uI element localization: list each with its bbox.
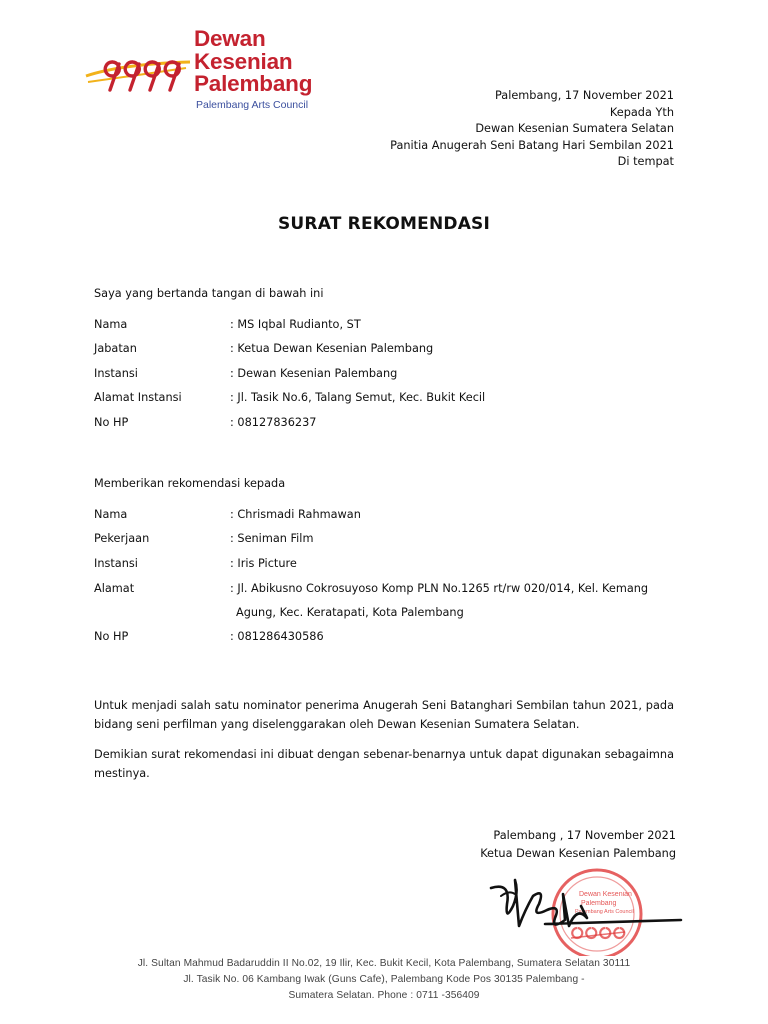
signature-area [485, 866, 685, 956]
field-label: Nama [94, 508, 128, 521]
field-value: : Iris Picture [230, 557, 297, 570]
letter-place-date: Palembang, 17 November 2021 [494, 89, 674, 102]
document-title: SURAT REKOMENDASI [277, 214, 491, 234]
field-label: Jabatan [94, 342, 137, 355]
footer-address-line: Jl. Sultan Mahmud Badaruddin II No.02, 19 Ilir, Kec. Bukit Kecil, Kota Palembang, Sumatera Selatan 30111 [137, 958, 631, 969]
logo-subtitle: Palembang Arts Council [196, 99, 309, 111]
signature-stamp-icon [485, 866, 685, 956]
signatory-block [480, 827, 676, 863]
logo-name-line: Palembang [194, 71, 313, 96]
field-value: : MS Iqbal Rudianto, ST [230, 318, 361, 331]
recommended-intro: Memberikan rekomendasi kepada [94, 477, 286, 490]
field-label: Alamat [94, 582, 135, 595]
recipient-salutation: Kepada Yth [609, 105, 674, 119]
body-paragraph: Untuk menjadi salah satu nominator penerima Anugerah Seni Batanghari Sembilan tahun 2021, pada bidang seni perfilman yang diselenggarakan oleh Dewan Kesenian Sumatera Selatan. [94, 699, 674, 731]
logo-title [194, 28, 312, 96]
field-value: : Jl. Tasik No.6, Talang Semut, Kec. Bukit Kecil [230, 391, 486, 404]
field-label: No HP [94, 416, 129, 429]
field-value: : 08127836237 [230, 416, 317, 429]
footer-address-line: Sumatera Selatan. Phone : 0711 -356409 [288, 990, 480, 1001]
field-label: Instansi [94, 557, 138, 570]
recipient-location: Di tempat [617, 155, 674, 168]
stamp-text: Dewan Kesenian [579, 891, 632, 898]
field-label: No HP [94, 630, 129, 643]
field-value: : 081286430586 [230, 630, 324, 643]
signer-intro: Saya yang bertanda tangan di bawah ini [94, 287, 324, 300]
field-value: : Seniman Film [230, 532, 314, 545]
closing-position: Ketua Dewan Kesenian Palembang [480, 847, 676, 860]
stamp-text: Palembang Arts Council [575, 909, 634, 915]
council-logo [82, 28, 332, 118]
field-label: Nama [94, 318, 128, 331]
recipient-block [390, 88, 674, 171]
letter-footer [0, 956, 768, 1004]
logo-name-line: Kesenian [194, 48, 293, 74]
field-label: Pekerjaan [94, 532, 150, 545]
closing-place-date: Palembang , 17 November 2021 [493, 829, 676, 842]
address-continuation: Agung, Kec. Keratapati, Kota Palembang [236, 606, 464, 619]
field-value: : Ketua Dewan Kesenian Palembang [230, 342, 434, 355]
recipient-organization: Dewan Kesenian Sumatera Selatan [475, 122, 674, 135]
field-value: : Jl. Abikusno Cokrosuyoso Komp PLN No.1265 rt/rw 020/014, Kel. Kemang [230, 582, 649, 595]
field-label: Instansi [94, 367, 138, 380]
field-value: : Chrismadi Rahmawan [230, 508, 361, 521]
footer-address-line: Jl. Tasik No. 06 Kambang Iwak (Guns Cafe), Palembang Kode Pos 30135 Palembang - [183, 974, 585, 985]
recipient-committee: Panitia Anugerah Seni Batang Hari Sembilan 2021 [390, 138, 674, 152]
field-label: Alamat Instansi [94, 391, 182, 404]
stamp-text: Palembang [581, 900, 617, 907]
logo-name-line: Dewan [194, 26, 266, 51]
logo-emblem-icon [82, 50, 194, 96]
field-value: : Dewan Kesenian Palembang [230, 367, 398, 380]
body-paragraph: Demikian surat rekomendasi ini dibuat dengan sebenar-benarnya untuk dapat digunakan sebagaimna mestinya. [94, 748, 674, 780]
